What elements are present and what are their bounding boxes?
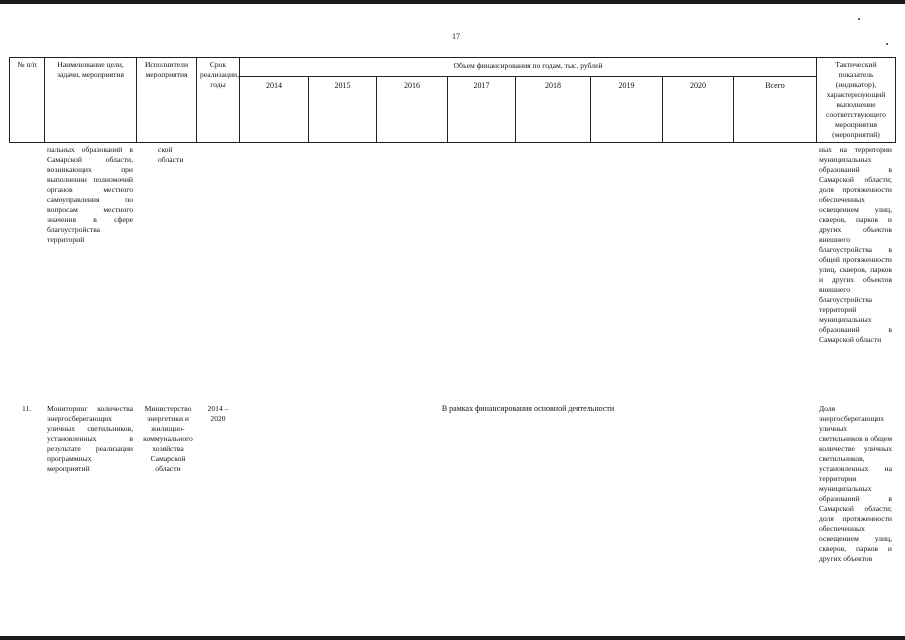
- year-2018: 2018: [545, 81, 561, 90]
- header-col-executors: Исполнители мероприятия: [144, 60, 189, 79]
- scan-edge-bottom: [0, 636, 905, 640]
- year-2016: 2016: [404, 81, 420, 90]
- header-col-term: Срок реализации, годы: [200, 60, 240, 89]
- year-2019: 2019: [618, 81, 635, 90]
- page-number: 17: [452, 32, 460, 41]
- year-2017: 2017: [473, 81, 490, 90]
- header-col-funding: Объем финансирования по годам, тыс. рублей: [453, 61, 603, 70]
- row-11-number: 11.: [22, 404, 32, 413]
- continued-row-executors: ской области: [158, 145, 184, 164]
- year-total: Всего: [765, 81, 785, 90]
- continued-row-indicator: ных на территории муниципальных образований в Самарской области; доля протяженности обеспеченных освещением улиц, скверов, парков и других объектов внешнего благоустройства в общей протяженности улиц, скверов, парков и других объектов внешнего благоустройства территорий муниципальных образований в Самарской области: [819, 145, 892, 344]
- year-2015: 2015: [334, 81, 351, 90]
- year-2014: 2014: [266, 81, 282, 90]
- header-col-indicator: Тактический показатель (индикатор), характеризующий выполнение соответствующего мероприятия (мероприятий): [826, 60, 886, 139]
- scan-edge-top: [0, 0, 905, 4]
- continued-row-name: пальных образований в Самарской области, возникающих при выполнении полномочий органов местного самоуправления по вопросам местного значения в сфере благоустройства территорий: [47, 145, 133, 244]
- row-11-funding: В рамках финансирования основной деятельности: [441, 404, 615, 413]
- header-col-name: Наименование цели, задачи, мероприятия: [56, 60, 125, 79]
- scan-speck: [858, 18, 860, 20]
- year-2020: 2020: [690, 81, 706, 90]
- header-col-num: № п/п: [17, 60, 37, 69]
- row-11-term: 2014 – 2020: [207, 404, 229, 423]
- scan-speck: [886, 43, 888, 45]
- row-11-name: Мониторинг количества энергосберегающих уличных светильников, установленных в результате реализации программных мероприятий: [47, 404, 133, 473]
- row-11-executors: Министерство энергетики и жилищно-коммунального хозяйства Самарской области: [143, 404, 193, 473]
- row-11-indicator: Доля энергосберегающих уличных светильников в общем количестве уличных светильников, установленных на территории муниципальных образований в Самарской области; доля протяженности обеспеченных освещением улиц, скверов, парков и других объектов: [819, 404, 892, 563]
